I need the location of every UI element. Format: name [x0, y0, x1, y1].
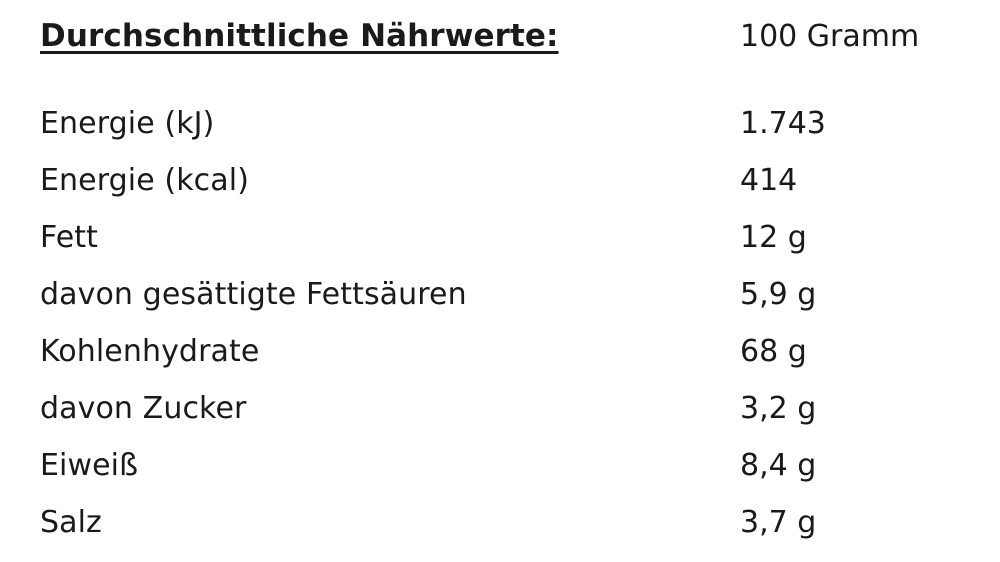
- nutrient-label: Eiweiß: [40, 448, 139, 483]
- nutrient-value: 68 g: [740, 334, 807, 369]
- nutrient-label: davon gesättigte Fettsäuren: [40, 277, 467, 312]
- table-row: [40, 220, 1000, 277]
- nutrient-label: Salz: [40, 505, 102, 540]
- table-row: [40, 106, 1000, 163]
- nutrition-table-title: Durchschnittliche Nährwerte:: [40, 18, 559, 54]
- nutrition-table: [40, 18, 1000, 562]
- nutrient-label: Energie (kJ): [40, 106, 215, 141]
- nutrient-label: Energie (kcal): [40, 163, 249, 198]
- table-header-row: [40, 18, 1000, 60]
- table-row: [40, 163, 1000, 220]
- table-row: [40, 448, 1000, 505]
- nutrient-value: 12 g: [740, 220, 807, 255]
- nutrient-value: 5,9 g: [740, 277, 817, 312]
- table-row: [40, 391, 1000, 448]
- nutrient-value: 3,2 g: [740, 391, 817, 426]
- nutrient-value: 414: [740, 163, 798, 198]
- table-row: [40, 334, 1000, 391]
- nutrient-label: davon Zucker: [40, 391, 247, 426]
- nutrient-value: 8,4 g: [740, 448, 817, 483]
- nutrient-label: Fett: [40, 220, 98, 255]
- table-row: [40, 505, 1000, 562]
- nutrient-value: 1.743: [740, 106, 826, 141]
- serving-size-label: 100 Gramm: [740, 19, 920, 54]
- header-spacer: [40, 60, 1000, 106]
- nutrient-label: Kohlenhydrate: [40, 334, 260, 369]
- table-row: [40, 277, 1000, 334]
- nutrient-value: 3,7 g: [740, 505, 817, 540]
